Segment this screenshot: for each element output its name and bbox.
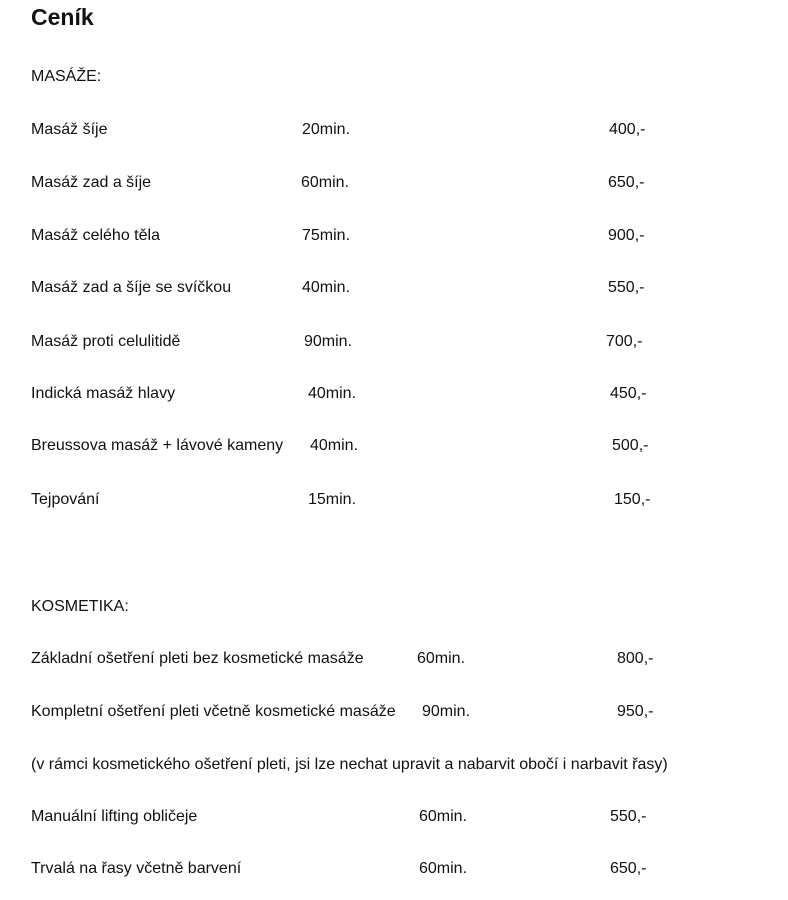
service-price: 700,- bbox=[606, 333, 643, 350]
service-duration: 15min. bbox=[308, 491, 357, 508]
service-price: 450,- bbox=[610, 385, 647, 402]
massages-heading: MASÁŽE: bbox=[31, 68, 102, 85]
page-title: Ceník bbox=[31, 4, 94, 30]
price-row bbox=[0, 120, 788, 140]
service-name: Kompletní ošetření pleti včetně kosmetické masáže bbox=[31, 703, 396, 720]
service-duration: 90min. bbox=[304, 333, 353, 350]
service-price: 650,- bbox=[608, 174, 645, 191]
service-name: Breussova masáž + lávové kameny bbox=[31, 437, 284, 454]
service-price: 800,- bbox=[617, 650, 654, 667]
service-price: 550,- bbox=[610, 808, 647, 825]
service-name: Masáž zad a šíje bbox=[31, 174, 152, 191]
service-duration: 75min. bbox=[302, 227, 351, 244]
price-row bbox=[0, 436, 788, 456]
service-price: 900,- bbox=[608, 227, 645, 244]
service-duration: 60min. bbox=[417, 650, 466, 667]
service-price: 950,- bbox=[617, 703, 654, 720]
service-duration: 20min. bbox=[302, 121, 351, 138]
service-name: Manuální lifting obličeje bbox=[31, 808, 198, 825]
service-price: 550,- bbox=[608, 279, 645, 296]
service-name: Masáž celého těla bbox=[31, 227, 160, 244]
price-row bbox=[0, 649, 788, 669]
service-price: 150,- bbox=[614, 491, 651, 508]
price-row bbox=[0, 490, 788, 510]
price-row bbox=[0, 226, 788, 246]
service-name: Základní ošetření pleti bez kosmetické masáže bbox=[31, 650, 364, 667]
cosmetics-heading: KOSMETIKA: bbox=[31, 598, 129, 615]
service-name: Indická masáž hlavy bbox=[31, 385, 176, 402]
price-row bbox=[0, 859, 788, 879]
price-row bbox=[0, 278, 788, 298]
service-name: Masáž šíje bbox=[31, 121, 108, 138]
service-name: Trvalá na řasy včetně barvení bbox=[31, 860, 242, 877]
service-duration: 60min. bbox=[419, 808, 468, 825]
service-duration: 40min. bbox=[308, 385, 357, 402]
service-duration: 60min. bbox=[301, 174, 350, 191]
service-name: Masáž proti celulitidě bbox=[31, 333, 181, 350]
service-price: 400,- bbox=[609, 121, 646, 138]
service-price: 500,- bbox=[612, 437, 649, 454]
price-row bbox=[0, 384, 788, 404]
service-price: 650,- bbox=[610, 860, 647, 877]
price-row bbox=[0, 332, 788, 352]
service-duration: 60min. bbox=[419, 860, 468, 877]
service-duration: 40min. bbox=[302, 279, 351, 296]
service-name: Masáž zad a šíje se svíčkou bbox=[31, 279, 232, 296]
price-row bbox=[0, 702, 788, 722]
service-duration: 90min. bbox=[422, 703, 471, 720]
cosmetics-note: (v rámci kosmetického ošetření pleti, jsi lze nechat upravit a nabarvit obočí i narbavit řasy) bbox=[31, 756, 668, 773]
price-row bbox=[0, 807, 788, 827]
price-row bbox=[0, 173, 788, 193]
service-name: Tejpování bbox=[31, 491, 100, 508]
service-duration: 40min. bbox=[310, 437, 359, 454]
